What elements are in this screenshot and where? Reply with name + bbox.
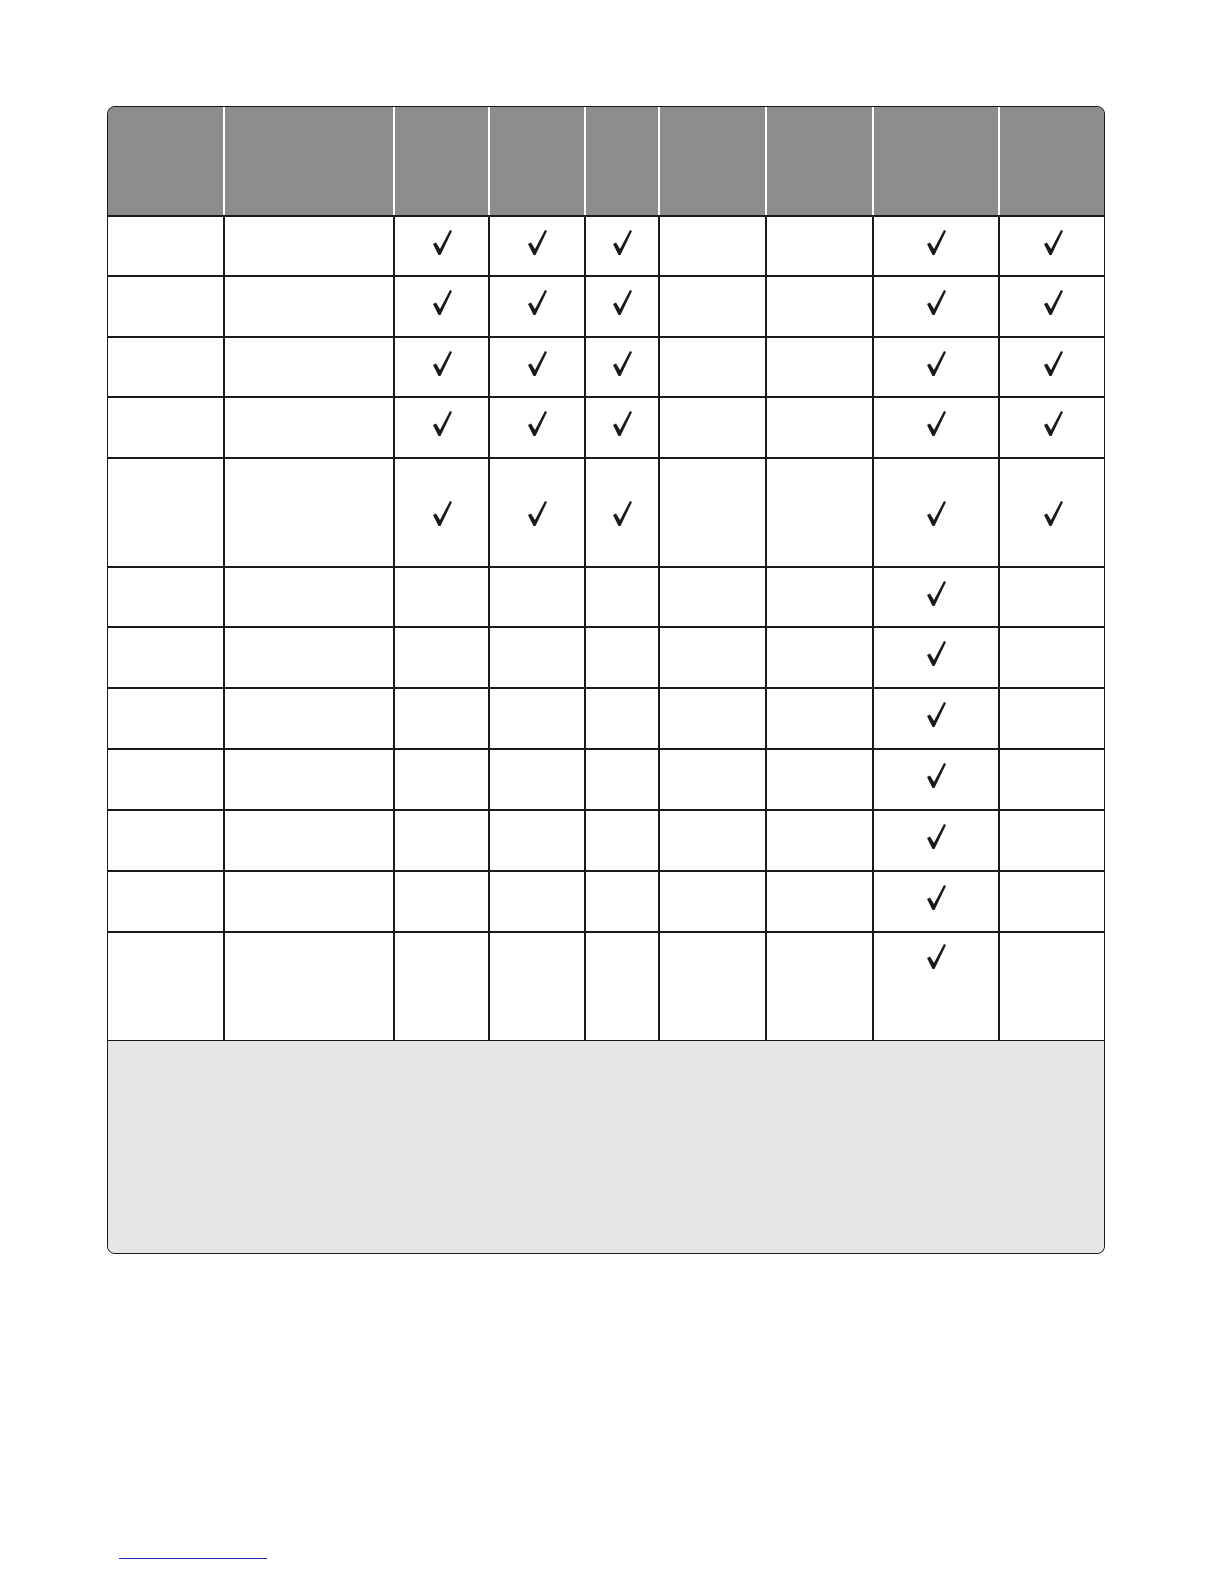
header-column-divider	[488, 107, 490, 216]
checkmark-icon	[925, 639, 947, 667]
checkmark-icon	[431, 409, 453, 437]
checkmark-icon	[526, 228, 548, 256]
checkmark-icon	[1042, 228, 1064, 256]
checkmark-icon	[431, 499, 453, 527]
header-column-divider	[223, 107, 225, 216]
table-header	[108, 107, 1104, 216]
column-divider	[393, 216, 395, 1040]
checkmark-icon	[526, 409, 548, 437]
checkmark-icon	[925, 409, 947, 437]
row-divider	[108, 215, 1104, 217]
row-divider	[108, 809, 1104, 811]
checkmark-icon	[526, 499, 548, 527]
checkmark-icon	[611, 409, 633, 437]
checkmark-icon	[925, 700, 947, 728]
checkmark-icon	[1042, 499, 1064, 527]
header-column-divider	[998, 107, 1000, 216]
column-divider	[998, 216, 1000, 1040]
support-matrix-table	[107, 106, 1105, 1254]
checkmark-icon	[925, 942, 947, 970]
header-column-divider	[765, 107, 767, 216]
header-column-divider	[584, 107, 586, 216]
column-divider	[584, 216, 586, 1040]
checkmark-icon	[925, 883, 947, 911]
row-divider	[108, 566, 1104, 568]
column-divider	[488, 216, 490, 1040]
header-column-divider	[658, 107, 660, 216]
checkmark-icon	[1042, 288, 1064, 316]
header-column-divider	[393, 107, 395, 216]
checkmark-icon	[526, 349, 548, 377]
row-divider	[108, 870, 1104, 872]
checkmark-icon	[925, 822, 947, 850]
checkmark-icon	[925, 499, 947, 527]
row-divider	[108, 748, 1104, 750]
column-divider	[658, 216, 660, 1040]
checkmark-icon	[611, 288, 633, 316]
checkmark-icon	[611, 228, 633, 256]
checkmark-icon	[925, 228, 947, 256]
checkmark-icon	[1042, 409, 1064, 437]
header-column-divider	[872, 107, 874, 216]
row-divider	[108, 931, 1104, 933]
checkmark-icon	[431, 349, 453, 377]
row-divider	[108, 457, 1104, 459]
row-divider	[108, 396, 1104, 398]
column-divider	[223, 216, 225, 1040]
checkmark-icon	[611, 349, 633, 377]
footnote-divider	[119, 1558, 267, 1559]
row-divider	[108, 687, 1104, 689]
checkmark-icon	[1042, 349, 1064, 377]
checkmark-icon	[431, 288, 453, 316]
checkmark-icon	[431, 228, 453, 256]
row-divider	[108, 626, 1104, 628]
checkmark-icon	[925, 761, 947, 789]
checkmark-icon	[925, 288, 947, 316]
checkmark-icon	[925, 349, 947, 377]
checkmark-icon	[925, 579, 947, 607]
column-divider	[765, 216, 767, 1040]
checkmark-icon	[611, 499, 633, 527]
row-divider	[108, 336, 1104, 338]
table-footnote-area	[108, 1040, 1104, 1254]
checkmark-icon	[526, 288, 548, 316]
column-divider	[872, 216, 874, 1040]
row-divider	[108, 275, 1104, 277]
